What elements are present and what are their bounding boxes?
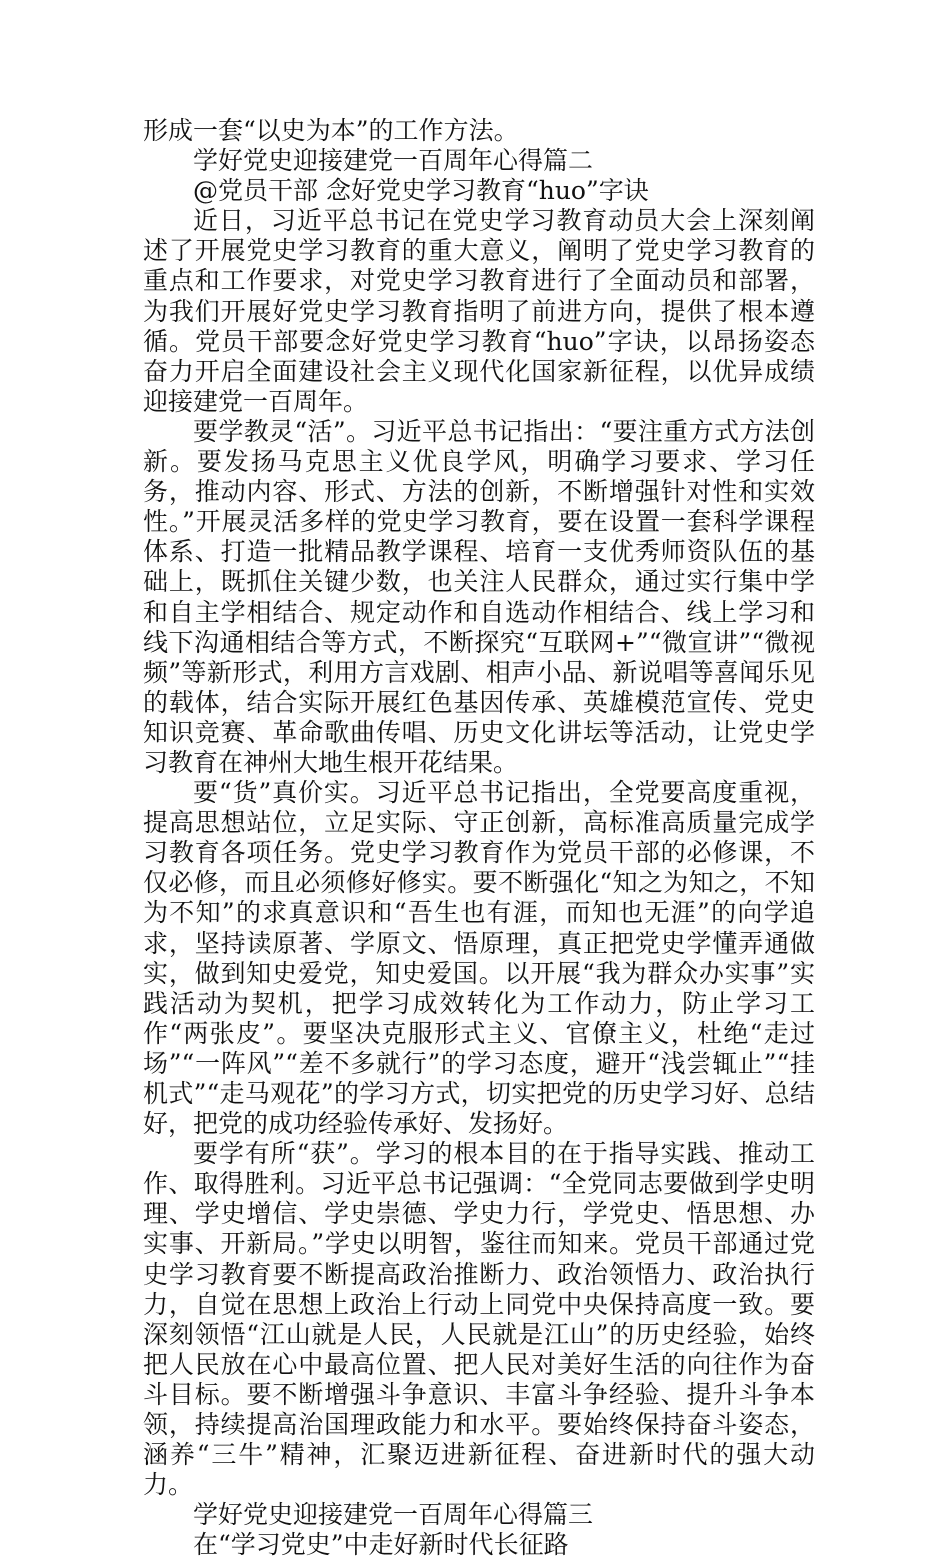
section-three-title: 学好党史迎接建党一百周年心得篇三 (193, 1500, 594, 1530)
paragraph-huo-flexible: 要学教灵“活”。习近平总书记指出：“要注重方式方法创新。要发扬马克思主义优良学风，明确学习要求、学习任务，推动内容、形式、方法的创新，不断增强针对性和实效性。”开展灵活多样的党史学习教育，要在设置一套科学课程体系、打造一批精品教学课程、培育一支优秀师资队伍的基础上，既抓住关键少数，也关注人民群众，通过实行集中学和自主学相结合、规定动作和自选动作相结合、线上学习和线下沟通相结合等方式，不断探究“互联网+”“微宣讲”“微视频”等新形式，利用方言戏剧、相声小品、新说唱等喜闻乐见的载体，结合实际开展红色基因传承、英雄模范宣传、党史知识竞赛、革命歌曲传唱、历史文化讲坛等活动，让党史学习教育在神州大地生根开花结果。 (143, 416, 815, 777)
paragraph-intro: 近日，习近平总书记在党史学习教育动员大会上深刻阐述了开展党史学习教育的重大意义，阐明了党史学习教育的重点和工作要求，对党史学习教育进行了全面动员和部署，为我们开展好党史学习教育指明了前进方向，提供了根本遵循。党员干部要念好党史学习教育“huo”字诀，以昂扬姿态奋力开启全面建设社会主义现代化国家新征程，以优异成绩迎接建党一百周年。 (143, 206, 815, 416)
section-three-subtitle: 在“学习党史”中走好新时代长征路 (193, 1530, 569, 1560)
opening-line: 形成一套“以史为本”的工作方法。 (143, 116, 519, 145)
paragraph-huo-gain: 要学有所“获”。学习的根本目的在于指导实践、推动工作、取得胜利。习近平总书记强调：“全党同志要做到学史明理、学史增信、学史崇德、学史力行，学党史、悟思想、办实事、开新局。”学史以明智，鉴往而知来。党员干部通过党史学习教育要不断提高政治推断力、政治领悟力、政治执行力，自觉在思想上政治上行动上同党中央保持高度一致。要深刻领悟“江山就是人民，人民就是江山”的历史经验，始终把人民放在心中最高位置、把人民对美好生活的向往作为奋斗目标。要不断增强斗争意识、丰富斗争经验、提升斗争本领，持续提高治国理政能力和水平。要始终保持奋斗姿态，涵养“三牛”精神，汇聚迈进新征程、奋进新时代的强大动力。 (143, 1139, 815, 1500)
paragraph-huo-genuine: 要“货”真价实。习近平总书记指出，全党要高度重视，提高思想站位，立足实际、守正创新，高标准高质量完成学习教育各项任务。党史学习教育作为党员干部的必修课，不仅必修，而且必须修好修实。要不断强化“知之为知之，不知为不知”的求真意识和“吾生也有涯，而知也无涯”的向学追求，坚持读原著、学原文、悟原理，真正把党史学懂弄通做实，做到知史爱党，知史爱国。以开展“我为群众办实事”实践活动为契机，把学习成效转化为工作动力，防止学习工作“两张皮”。要坚决克服形式主义、官僚主义，杜绝“走过场”“一阵风”“差不多就行”的学习态度，避开“浅尝辄止”“挂机式”“走马观花”的学习方式，切实把党的历史学习好、总结好，把党的成功经验传承好、发扬好。 (143, 778, 815, 1139)
section-two-title: 学好党史迎接建党一百周年心得篇二 (193, 146, 594, 176)
section-two-subtitle: @党员干部 念好党史学习教育“huo”字诀 (193, 176, 649, 206)
